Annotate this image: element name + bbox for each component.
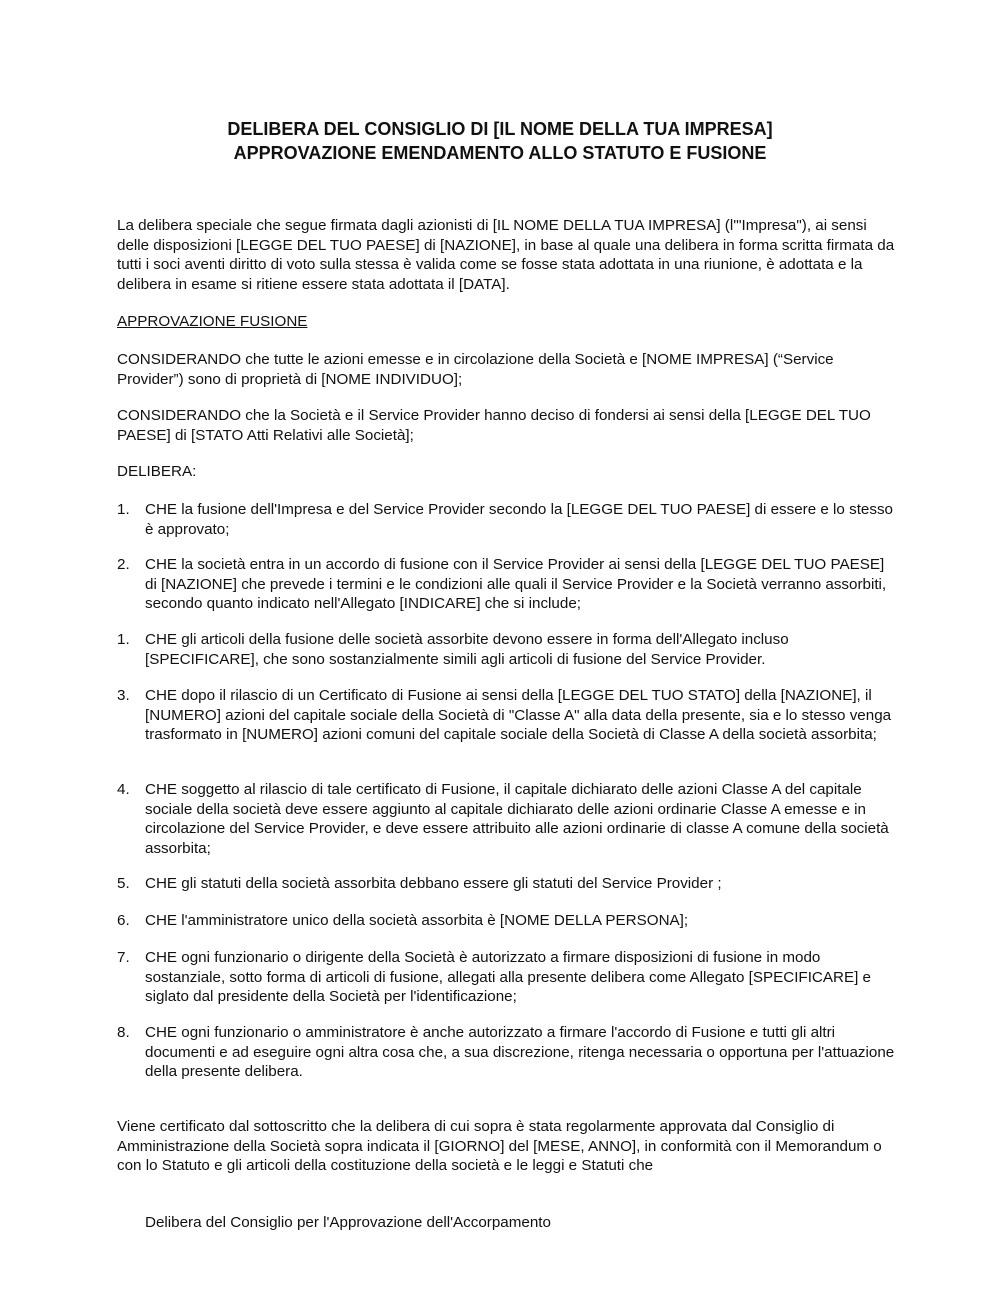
title-line-1: DELIBERA DEL CONSIGLIO DI [IL NOME DELLA TUA IMPRESA] xyxy=(227,119,773,139)
whereas-clause-1: CONSIDERANDO che tutte le azioni emesse e in circolazione della Società e [NOME IMPRESA] (“Service Provider”) sono di proprietà di [NOME INDIVIDUO]; xyxy=(117,351,834,388)
item-number: 7. xyxy=(117,949,130,966)
item-number: 4. xyxy=(117,781,130,798)
item-number: 3. xyxy=(117,687,130,704)
item-text: CHE l'amministratore unico della società assorbita è [NOME DELLA PERSONA]; xyxy=(145,912,689,929)
item-text: CHE dopo il rilascio di un Certificato di Fusione ai sensi della [LEGGE DEL TUO STATO] della [NAZIONE], il [NUMERO] azioni del capitale sociale della Società di "Classe A" alla data della presente, sia e lo stesso venga trasformato in [NUMERO] azioni comuni del capitale sociale della Società di Classe A della società assorbita; xyxy=(145,687,892,744)
resolves-label: DELIBERA: xyxy=(117,463,197,480)
item-text: CHE la fusione dell'Impresa e del Service Provider secondo la [LEGGE DEL TUO PAESE] di essere e lo stesso è approvato; xyxy=(145,501,893,538)
document-title xyxy=(0,117,1000,165)
item-number: 6. xyxy=(117,912,130,929)
item-number: 1. xyxy=(117,501,130,518)
item-text: CHE la società entra in un accordo di fusione con il Service Provider ai sensi della [LEGGE DEL TUO PAESE] di [NAZIONE] che prevede i termini e le condizioni alle quali il Service Provider e la Società verranno assorbiti, secondo quanto indicato nell'Allegato [INDICARE] che si include; xyxy=(145,556,887,613)
item-text: CHE gli articoli della fusione delle società assorbite devono essere in forma dell'Allegato incluso [SPECIFICARE], che sono sostanzialmente simili agli articoli di fusione del Service Provider. xyxy=(145,631,789,668)
page-footer: Delibera del Consiglio per l'Approvazione dell'Accorpamento xyxy=(145,1214,551,1231)
item-text: CHE gli statuti della società assorbita debbano essere gli statuti del Service Provider ; xyxy=(145,875,722,892)
intro-paragraph: La delibera speciale che segue firmata dagli azionisti di [IL NOME DELLA TUA IMPRESA] (l'"Impresa"), ai sensi delle disposizioni [LEGGE DEL TUO PAESE] di [NAZIONE], in base al quale una delibera in forma scritta firmata da tutti i soci aventi diritto di voto sulla stessa è valida come se fosse stata adottata in una riunione, è adottata e la delibera in esame si ritiene essere stata adottata il [DATA]. xyxy=(117,217,895,293)
certification-paragraph: Viene certificato dal sottoscritto che la delibera di cui sopra è stata regolarmente approvata dal Consiglio di Amministrazione della Società sopra indicata il [GIORNO] del [MESE, ANNO], in conformità con il Memorandum o con lo Statuto e gli articoli della costituzione della società e le leggi e Statuti che xyxy=(117,1118,882,1175)
item-text: CHE soggetto al rilascio di tale certificato di Fusione, il capitale dichiarato delle azioni Classe A del capitale sociale della società deve essere aggiunto al capitale dichiarato delle azioni ordinarie Classe A emesse e in circolazione del Service Provider, e deve essere attribuito alle azioni ordinarie di classe A comune della società assorbita; xyxy=(145,781,889,857)
item-number: 2. xyxy=(117,556,130,573)
item-number: 1. xyxy=(117,631,130,648)
title-line-2: APPROVAZIONE EMENDAMENTO ALLO STATUTO E FUSIONE xyxy=(233,143,767,163)
item-text: CHE ogni funzionario o amministratore è anche autorizzato a firmare l'accordo di Fusione e tutti gli altri documenti e ad eseguire ogni altra cosa che, a sua discrezione, ritenga necessaria o opportuna per l'attuazione della presente delibera. xyxy=(145,1024,895,1081)
section-heading: APPROVAZIONE FUSIONE xyxy=(117,313,308,330)
item-number: 5. xyxy=(117,875,130,892)
item-number: 8. xyxy=(117,1024,130,1041)
item-text: CHE ogni funzionario o dirigente della Società è autorizzato a firmare disposizioni di fusione in modo sostanziale, sotto forma di articoli di fusione, allegati alla presente delibera come Allegato [SPECIFICARE] e siglato dal presidente della Società per l'identificazione; xyxy=(145,949,871,1006)
whereas-clause-2: CONSIDERANDO che la Società e il Service Provider hanno deciso di fondersi ai sensi della [LEGGE DEL TUO PAESE] di [STATO Atti Relativi alle Società]; xyxy=(117,407,871,444)
